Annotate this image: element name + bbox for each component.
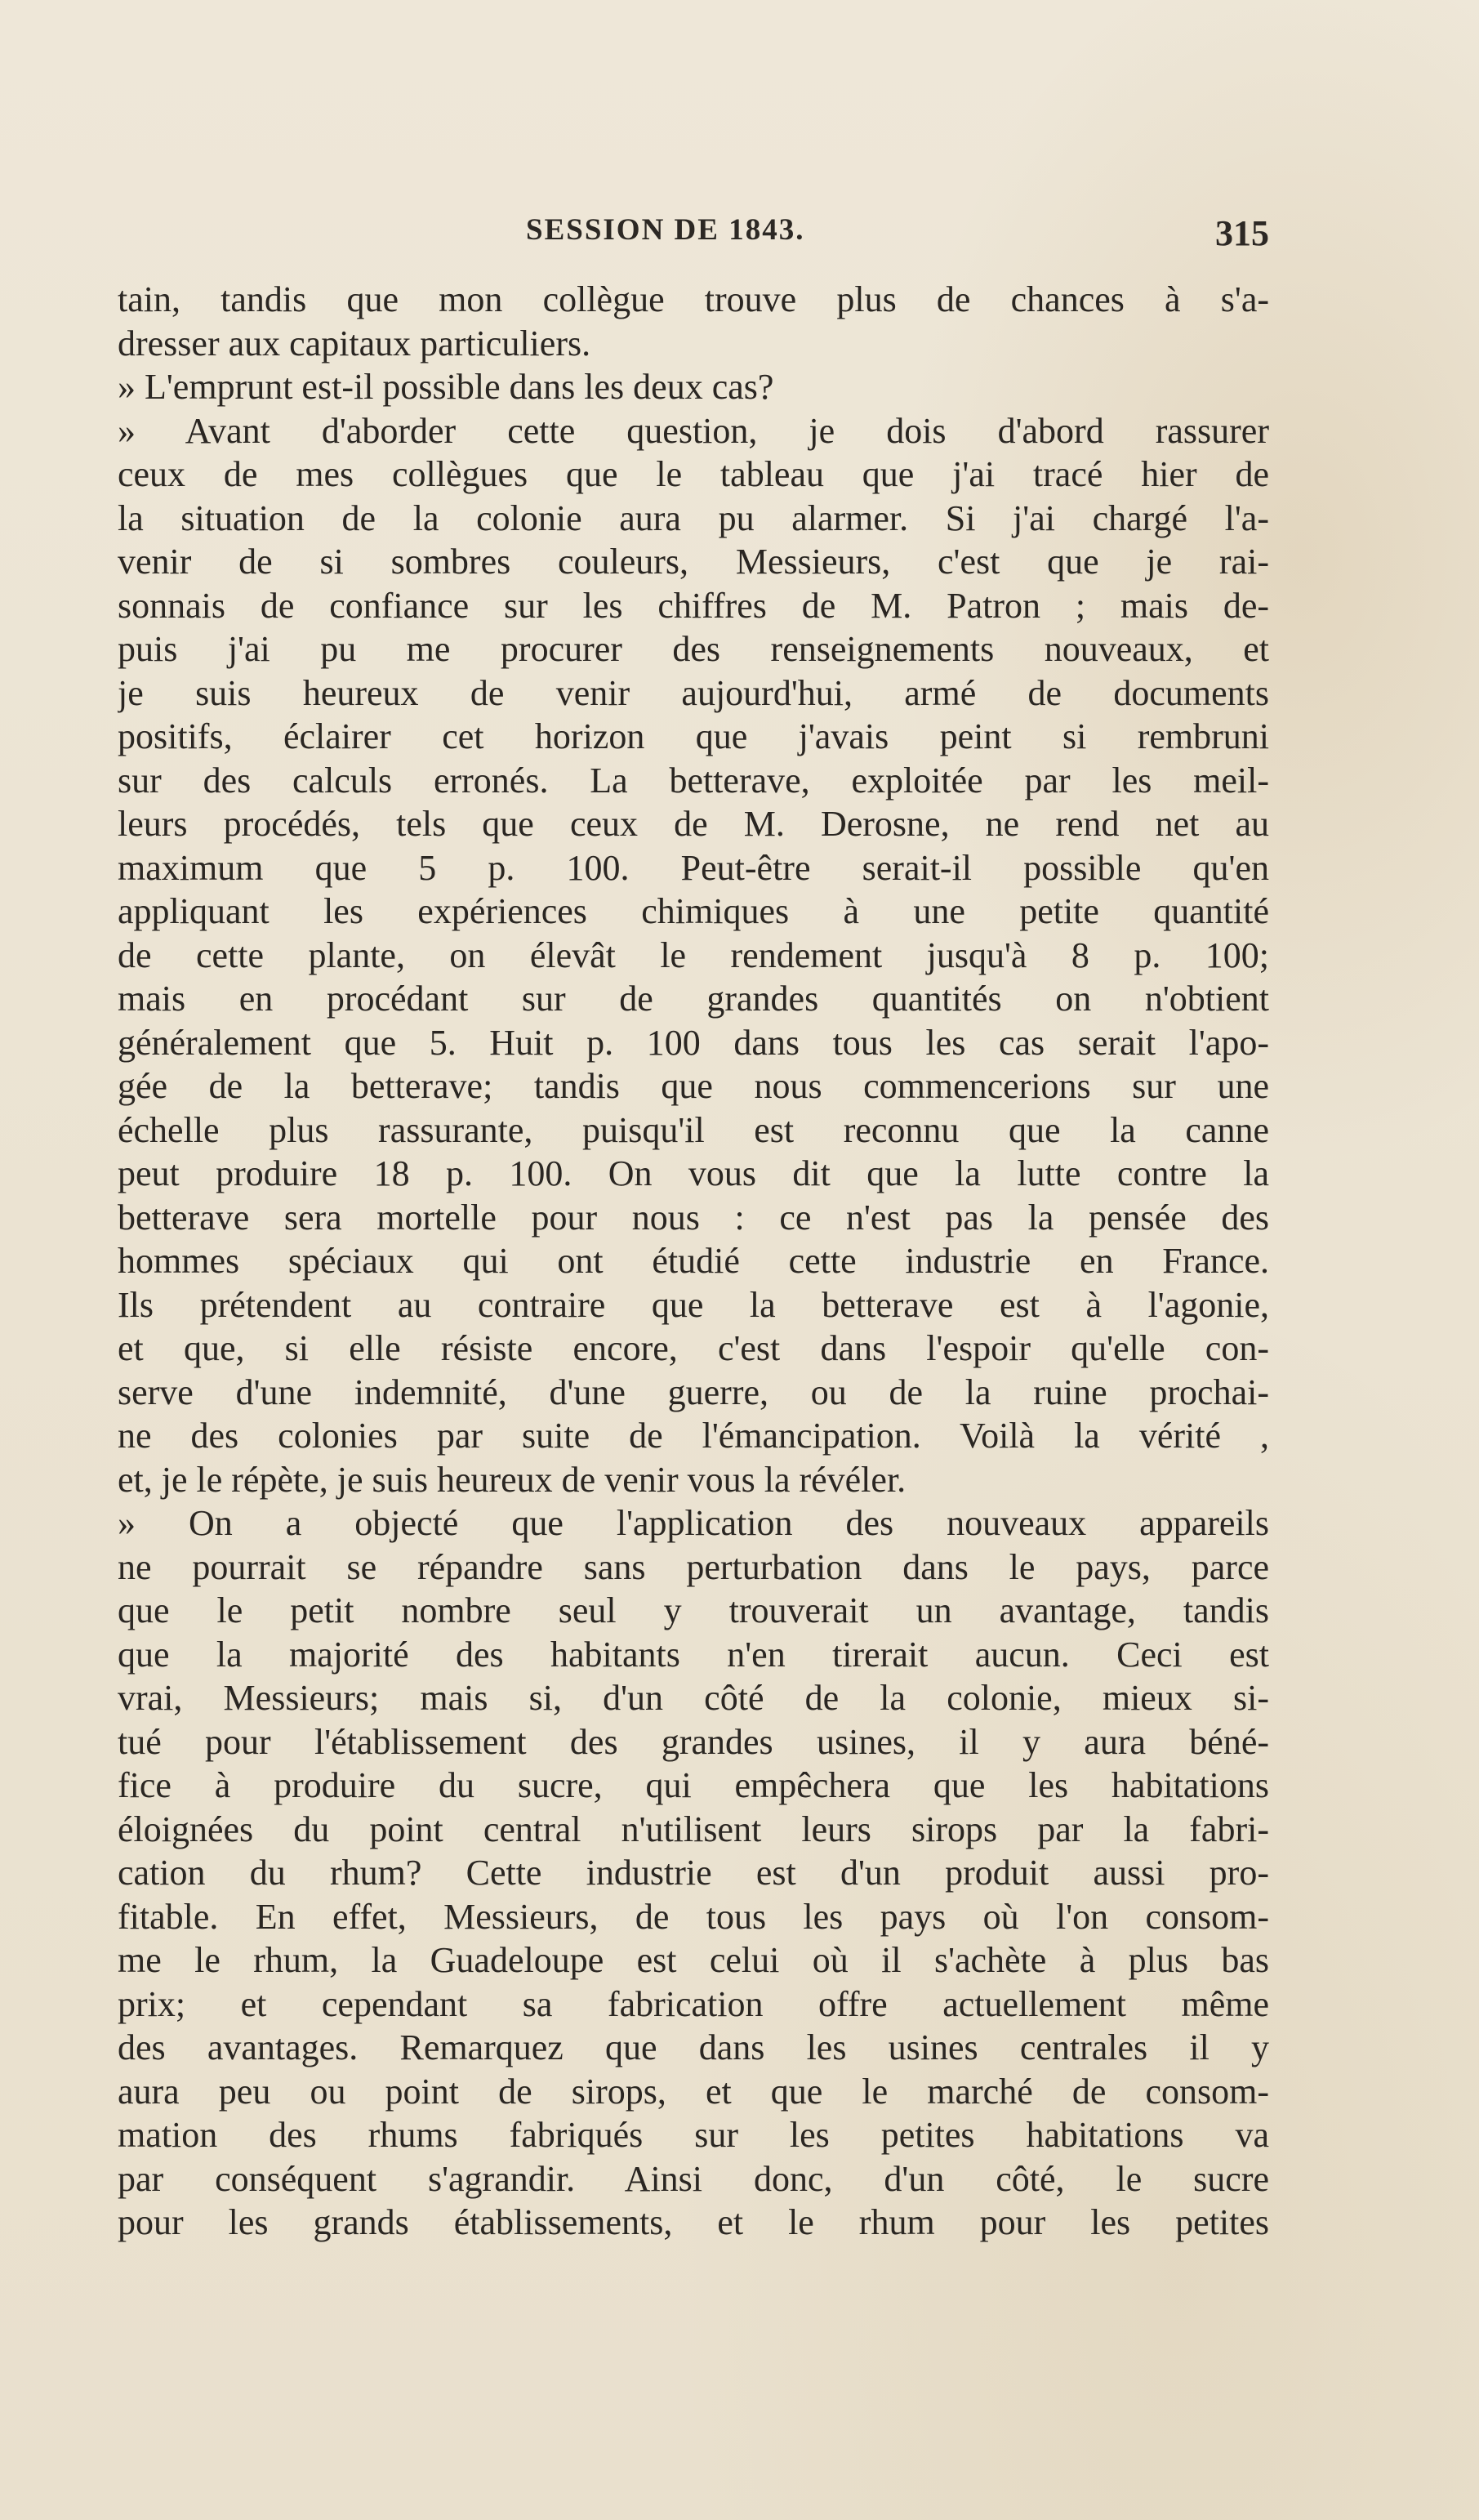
text-line: cation du rhum? Cette industrie est d'un produit aussi pro-	[118, 1853, 1269, 1893]
text-line: » Avant d'aborder cette question, je dois d'abord rassurer	[118, 410, 1269, 451]
text-line: venir de si sombres couleurs, Messieurs, c'est que je rai-	[118, 542, 1269, 582]
text-line: » L'emprunt est-il possible dans les deux cas?	[118, 367, 774, 407]
text-line: de cette plante, on élevât le rendement jusqu'à 8 p. 100;	[118, 934, 1269, 975]
text-line: fice à produire du sucre, qui empêchera que les habitations	[118, 1765, 1269, 1805]
text-line: échelle plus rassurante, puisqu'il est reconnu que la canne	[118, 1109, 1269, 1150]
text-line: sonnais de confiance sur les chiffres de M. Patron ; mais de-	[118, 585, 1269, 626]
text-line: la situation de la colonie aura pu alarmer. Si j'ai chargé l'a-	[118, 497, 1269, 538]
text-line: betterave sera mortelle pour nous : ce n'est pas la pensée des	[118, 1197, 1269, 1238]
body-text	[118, 278, 1269, 2245]
page-number: 315	[1215, 213, 1269, 253]
text-line: dresser aux capitaux particuliers.	[118, 323, 591, 364]
text-line: pour les grands établissements, et le rhum pour les petites	[118, 2202, 1269, 2242]
text-line: leurs procédés, tels que ceux de M. Derosne, ne rend net au	[118, 804, 1269, 844]
page-header	[118, 212, 1269, 261]
text-line: appliquant les expériences chimiques à une petite quantité	[118, 891, 1269, 931]
text-line: tain, tandis que mon collègue trouve plus de chances à s'a-	[118, 279, 1269, 319]
text-line: par conséquent s'agrandir. Ainsi donc, d'un côté, le sucre	[118, 2158, 1269, 2199]
text-line: » On a objecté que l'application des nouveaux appareils	[118, 1503, 1269, 1543]
text-line: positifs, éclairer cet horizon que j'avais peint si rembruni	[118, 716, 1269, 756]
text-line: mais en procédant sur de grandes quantités on n'obtient	[118, 979, 1269, 1019]
text-line: je suis heureux de venir aujourd'hui, armé de documents	[118, 672, 1269, 713]
text-line: gée de la betterave; tandis que nous commencerions sur une	[118, 1066, 1269, 1106]
text-line: mation des rhums fabriqués sur les petites habitations va	[118, 2115, 1269, 2155]
text-line: généralement que 5. Huit p. 100 dans tous les cas serait l'apo-	[118, 1022, 1269, 1063]
text-line: fitable. En effet, Messieurs, de tous les pays où l'on consom-	[118, 1896, 1269, 1937]
text-line: maximum que 5 p. 100. Peut-être serait-il possible qu'en	[118, 847, 1269, 888]
text-line: me le rhum, la Guadeloupe est celui où il s'achète à plus bas	[118, 1940, 1269, 1980]
text-line: des avantages. Remarquez que dans les usines centrales il y	[118, 2027, 1269, 2067]
text-line: éloignées du point central n'utilisent leurs sirops par la fabri-	[118, 1809, 1269, 1849]
text-line: tué pour l'établissement des grandes usines, il y aura béné-	[118, 1721, 1269, 1762]
text-line: vrai, Messieurs; mais si, d'un côté de la colonie, mieux si-	[118, 1678, 1269, 1718]
text-line: ceux de mes collègues que le tableau que j'ai tracé hier de	[118, 454, 1269, 494]
text-line: que le petit nombre seul y trouverait un avantage, tandis	[118, 1590, 1269, 1630]
text-line: puis j'ai pu me procurer des renseignements nouveaux, et	[118, 629, 1269, 669]
text-line: prix; et cependant sa fabrication offre actuellement même	[118, 1983, 1269, 2024]
text-line: ne des colonies par suite de l'émancipation. Voilà la vérité ,	[118, 1416, 1269, 1456]
text-line: sur des calculs erronés. La betterave, exploitée par les meil-	[118, 760, 1269, 801]
text-line: hommes spéciaux qui ont étudié cette industrie en France.	[118, 1241, 1269, 1281]
text-line: serve d'une indemnité, d'une guerre, ou de la ruine prochai-	[118, 1372, 1269, 1412]
text-line: aura peu ou point de sirops, et que le marché de consom-	[118, 2071, 1269, 2112]
text-line: et, je le répète, je suis heureux de venir vous la révéler.	[118, 1459, 907, 1500]
text-line: peut produire 18 p. 100. On vous dit que la lutte contre la	[118, 1153, 1269, 1193]
text-line: ne pourrait se répandre sans perturbation dans le pays, parce	[118, 1546, 1269, 1587]
text-line: Ils prétendent au contraire que la betterave est à l'agonie,	[118, 1284, 1269, 1325]
text-line: et que, si elle résiste encore, c'est dans l'espoir qu'elle con-	[118, 1328, 1269, 1368]
text-line: que la majorité des habitants n'en tirerait aucun. Ceci est	[118, 1634, 1269, 1675]
running-title: SESSION DE 1843.	[526, 213, 805, 247]
